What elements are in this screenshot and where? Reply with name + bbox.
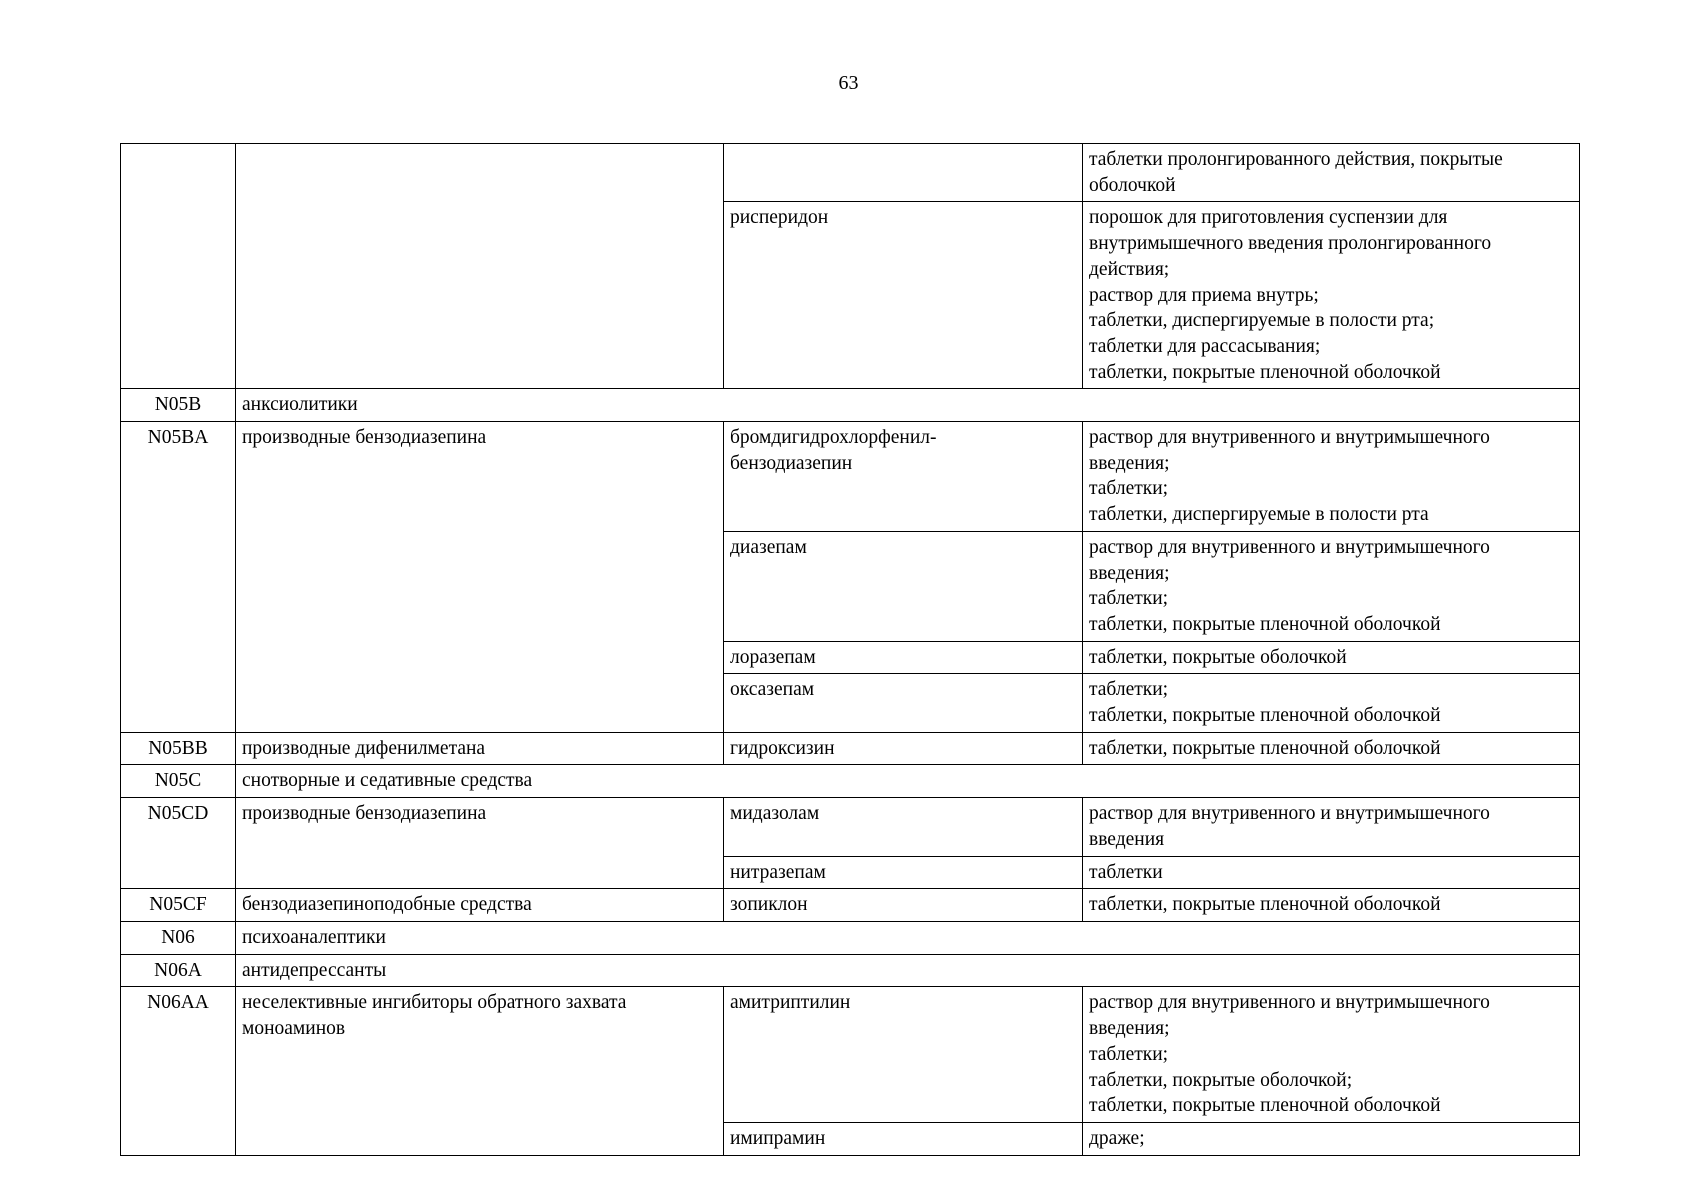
drug-name: нитразепам xyxy=(724,856,1083,889)
dosage-form: таблетки, покрытые пленочной оболочкой xyxy=(1089,705,1441,727)
drug-name: зопиклон xyxy=(724,889,1083,922)
drug-name xyxy=(724,144,1083,202)
atc-group-name: производные бензодиазепина xyxy=(236,422,724,733)
dosage-form: таблетки для рассасывания; xyxy=(1089,335,1321,357)
atc-group-name: производные бензодиазепина xyxy=(236,798,724,889)
table-row xyxy=(121,987,1580,1123)
atc-code: N05BB xyxy=(121,732,236,765)
table-row xyxy=(121,144,1580,202)
atc-code: N05CD xyxy=(121,798,236,889)
dosage-form: раствор для внутривенного и внутримышечного xyxy=(1089,427,1490,449)
dosage-form: таблетки; xyxy=(1089,588,1169,610)
dosage-form: таблетки; xyxy=(1089,478,1169,500)
atc-code: N06 xyxy=(121,921,236,954)
table-row xyxy=(121,921,1580,954)
dosage-form: таблетки, диспергируемые в полости рта xyxy=(1089,504,1429,526)
dosage-form: таблетки пролонгированного действия, покрытые xyxy=(1089,149,1503,170)
drug-name: диазепам xyxy=(724,531,1083,641)
table-row xyxy=(121,422,1580,532)
dosage-form: таблетки xyxy=(1089,861,1163,883)
atc-group-name: неселективные ингибиторы обратного захвата моноаминов xyxy=(236,987,724,1155)
dosage-form-cell xyxy=(1083,732,1580,765)
dosage-form: внутримышечного введения пролонгированного xyxy=(1089,233,1492,255)
drug-name: гидроксизин xyxy=(724,732,1083,765)
dosage-form-cell xyxy=(1083,856,1580,889)
dosage-form: введения; xyxy=(1089,452,1170,474)
dosage-form-cell xyxy=(1083,889,1580,922)
dosage-form-cell xyxy=(1083,531,1580,641)
atc-group-name: антидепрессанты xyxy=(236,954,1580,987)
dosage-form-cell xyxy=(1083,422,1580,532)
atc-group-name xyxy=(236,144,724,389)
drug-name: лоразепам xyxy=(724,641,1083,674)
atc-code: N06AA xyxy=(121,987,236,1155)
table-row xyxy=(121,765,1580,798)
drug-name: имипрамин xyxy=(724,1122,1083,1155)
dosage-form: таблетки, покрытые пленочной оболочкой xyxy=(1089,361,1441,383)
dosage-form: введения; xyxy=(1089,562,1170,584)
dosage-form: драже; xyxy=(1089,1127,1145,1149)
dosage-form: таблетки, покрытые пленочной оболочкой xyxy=(1089,1095,1441,1117)
table-row xyxy=(121,889,1580,922)
table-body xyxy=(121,144,1580,1156)
dosage-form: таблетки, покрытые оболочкой; xyxy=(1089,1069,1353,1091)
page-number: 63 xyxy=(838,72,859,94)
dosage-form-cell xyxy=(1083,798,1580,856)
drug-name: мидазолам xyxy=(724,798,1083,856)
atc-group-name: производные дифенилметана xyxy=(236,732,724,765)
atc-group-name: анксиолитики xyxy=(236,389,1580,422)
dosage-form: порошок для приготовления суспензии для xyxy=(1089,207,1448,229)
dosage-form: раствор для приема внутрь; xyxy=(1089,284,1319,306)
atc-group-name: психоаналептики xyxy=(236,921,1580,954)
drug-name: амитриптилин xyxy=(724,987,1083,1123)
atc-code: N06A xyxy=(121,954,236,987)
atc-code: N05BA xyxy=(121,422,236,733)
dosage-form: введения; xyxy=(1089,1018,1170,1040)
atc-group-name: снотворные и седативные средства xyxy=(236,765,1580,798)
atc-code: N05B xyxy=(121,389,236,422)
atc-code: N05C xyxy=(121,765,236,798)
drug-name: оксазепам xyxy=(724,674,1083,732)
atc-code xyxy=(121,144,236,389)
drug-name: бромдигидрохлорфенил- бензодиазепин xyxy=(724,422,1083,532)
dosage-form: таблетки; xyxy=(1089,679,1169,701)
atc-group-name: бензодиазепиноподобные средства xyxy=(236,889,724,922)
dosage-form: таблетки, покрытые пленочной оболочкой xyxy=(1089,613,1441,635)
dosage-form: таблетки, диспергируемые в полости рта; xyxy=(1089,310,1435,332)
dosage-form-cell xyxy=(1083,674,1580,732)
table-row xyxy=(121,954,1580,987)
dosage-form: оболочкой xyxy=(1089,174,1176,196)
medication-table xyxy=(120,143,1580,1156)
dosage-form-cell xyxy=(1083,1122,1580,1155)
table-row xyxy=(121,798,1580,856)
dosage-form: таблетки, покрытые пленочной оболочкой xyxy=(1089,894,1441,916)
drug-name: рисперидон xyxy=(724,202,1083,389)
dosage-form: раствор для внутривенного и внутримышечного xyxy=(1089,536,1490,558)
table-row xyxy=(121,732,1580,765)
table-row xyxy=(121,389,1580,422)
dosage-form: раствор для внутривенного и внутримышечного xyxy=(1089,992,1490,1014)
dosage-form-cell xyxy=(1083,144,1580,202)
dosage-form: таблетки; xyxy=(1089,1043,1169,1065)
dosage-form-cell xyxy=(1083,641,1580,674)
dosage-form-cell xyxy=(1083,202,1580,389)
dosage-form: действия; xyxy=(1089,258,1170,280)
dosage-form: введения xyxy=(1089,828,1165,850)
dosage-form: раствор для внутривенного и внутримышечного xyxy=(1089,803,1490,825)
dosage-form-cell xyxy=(1083,987,1580,1123)
atc-code: N05CF xyxy=(121,889,236,922)
dosage-form: таблетки, покрытые оболочкой xyxy=(1089,646,1347,668)
dosage-form: таблетки, покрытые пленочной оболочкой xyxy=(1089,737,1441,759)
